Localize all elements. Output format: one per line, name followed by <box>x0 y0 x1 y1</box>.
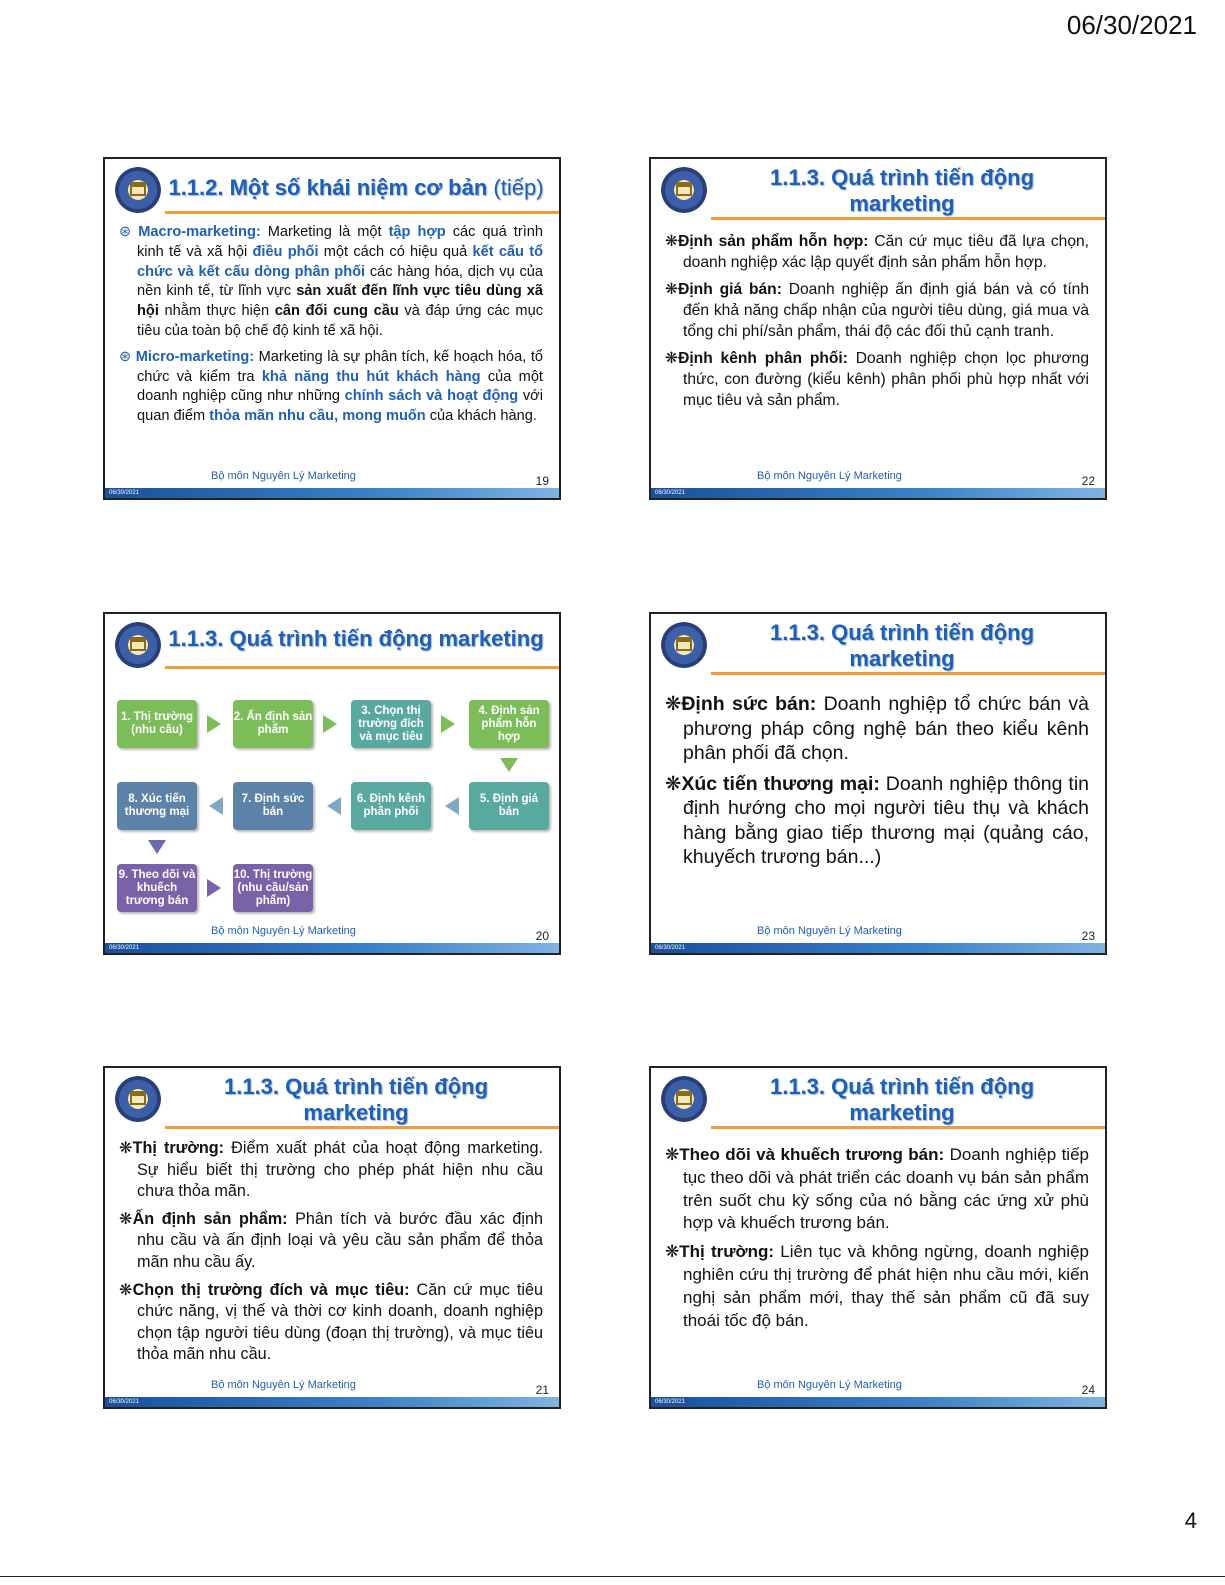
slide-24 <box>649 1066 1107 1409</box>
title-underline <box>711 217 1105 220</box>
arrow-left-icon <box>209 797 223 815</box>
bullet-item: ❋Định sức bán: Doanh nghiệp tổ chức bán và phương pháp công nghệ bán theo kiểu kênh phân phối đã chọn. <box>665 693 1089 764</box>
bullet-item: ❋Định kênh phân phối: Doanh nghiệp chọn lọc phương thức, con đường (kiểu kênh) phân phối phù hợp nhất với mục tiêu và sản phẩm. <box>665 350 1090 409</box>
paragraph-micro: ⊛ Micro-marketing: Marketing là sự phân tích, kế hoạch hóa, tổ chức và kiểm tra khả năng thu hút khách hàng của một doanh nghiệp cũng như những chính sách và hoạt động với quan điểm thỏa mãn nhu cầu, mong muốn của khách hàng. <box>119 348 543 425</box>
page-date: 06/30/2021 <box>1066 10 1197 40</box>
step-3-box: 3. Chọn thị trường đích và mục tiêu <box>351 700 431 748</box>
university-logo-icon <box>661 167 707 213</box>
slide-title: 1.1.3. Quá trình tiến động marketing <box>769 1074 1035 1125</box>
arrow-right-icon <box>323 715 337 733</box>
bullet-item: ❋Xúc tiến thương mại: Doanh nghiệp thông tin định hướng cho mọi người tiêu thụ và khách hàng bằng giao tiếp thương mại (quảng cáo, khuyếch trương bán...) <box>665 772 1089 868</box>
university-logo-icon <box>115 167 161 213</box>
slide-20 <box>103 612 561 955</box>
slide-title: 1.1.3. Quá trình tiến động marketing <box>168 626 544 651</box>
slide-title: 1.1.3. Quá trình tiến động marketing <box>769 165 1035 216</box>
title-underline <box>165 211 559 214</box>
title-underline <box>165 1126 559 1129</box>
bullet-item: ❋Chọn thị trường đích và mục tiêu: Căn cứ mục tiêu chức năng, vị thế và thời cơ kinh doanh, doanh nghiệp chọn tập người tiêu dùng (đoạn thị trường), và mục tiêu thỏa mãn nhu cầu. <box>119 1280 544 1364</box>
slide-23 <box>649 612 1107 955</box>
slide-21 <box>103 1066 561 1409</box>
arrow-right-icon <box>441 715 455 733</box>
step-4-box: 4. Định sản phẩm hỗn hợp <box>469 700 549 748</box>
university-logo-icon <box>115 1076 161 1122</box>
paragraph-macro: ⊛ Macro-marketing: Marketing là một tập hợp các quá trình kinh tế và xã hội điều phối một cách có hiệu quả kết cấu tổ chức và kết cấu dòng phân phối các hàng hóa, dịch vụ của nền kinh tế, từ lĩnh vực sản xuất đến lĩnh vực tiêu dùng xã hội nhằm thực hiện cân đối cung cầu và đáp ứng các mục tiêu của toàn bộ chế độ kinh tế xã hội. <box>119 224 544 339</box>
slide-number: 24 <box>1081 1383 1095 1397</box>
arrow-left-icon <box>445 797 459 815</box>
bullet-item: ❋Thị trường: Liên tục và không ngừng, doanh nghiệp nghiên cứu thị trường để phát hiện nhu cầu mới, kiến nghị sản phẩm mới, thay thế sản phẩm cũ đã suy thoái tốc độ bán. <box>665 1242 1089 1330</box>
step-9-box: 9. Theo dõi và khuếch trương bán <box>117 864 197 912</box>
slide-title: 1.1.2. Một số khái niệm cơ bản (tiếp) <box>168 175 544 200</box>
slide-19 <box>103 157 561 500</box>
slide-footer: Bộ môn Nguyên Lý Marketing 21 06/30/2021 <box>105 1379 559 1407</box>
slide-body <box>119 1138 543 1372</box>
title-underline <box>165 666 559 669</box>
title-underline <box>711 672 1105 675</box>
step-5-box: 5. Định giá bán <box>469 782 549 830</box>
slide-number: 19 <box>535 474 549 488</box>
slide-number: 22 <box>1081 474 1095 488</box>
slide-body <box>119 223 543 433</box>
slide-body <box>665 1144 1089 1338</box>
slide-body <box>665 231 1089 417</box>
slide-number: 20 <box>535 929 549 943</box>
step-6-box: 6. Định kênh phân phối <box>351 782 431 830</box>
bullet-item: ❋Ấn định sản phẩm: Phân tích và bước đầu xác định nhu cầu và ấn định loại và yêu cầu sản phẩm để thỏa mãn nhu cầu ấy. <box>119 1209 544 1271</box>
bullet-item: ❋Định giá bán: Doanh nghiệp ấn định giá bán và có tính đến khả năng chấp nhận của người tiêu dùng, giá mua và tổng chi phí/sản phẩm, thái độ các đối thủ cạnh tranh. <box>665 281 1089 340</box>
arrow-down-icon <box>148 840 166 854</box>
bullet-item: ❋Thị trường: Điểm xuất phát của hoạt động marketing. Sự hiểu biết thị trường cho phép phát hiện nhu cầu chưa thỏa mãn. <box>119 1139 543 1201</box>
university-logo-icon <box>661 1076 707 1122</box>
slide-title: 1.1.3. Quá trình tiến động marketing <box>223 1074 489 1125</box>
step-10-box: 10. Thị trường (nhu cầu/sản phẩm) <box>233 864 313 912</box>
slide-footer: Bộ môn Nguyên Lý Marketing 20 06/30/2021 <box>105 925 559 953</box>
step-7-box: 7. Định sức bán <box>233 782 313 830</box>
bullet-item: ❋Định sản phẩm hỗn hợp: Căn cứ mục tiêu đã lựa chọn, doanh nghiệp xác lập quyết định sản phẩm hỗn hợp. <box>665 233 1090 271</box>
arrow-left-icon <box>327 797 341 815</box>
bullet-item: ❋Theo dõi và khuếch trương bán: Doanh nghiệp tiếp tục theo dõi và phát triển các doanh vụ bán sản phẩm trên suốt chu kỳ sống của nó bằng các ứng xử phù hợp và khuếch trương bán. <box>665 1145 1089 1233</box>
slide-footer: Bộ môn Nguyên Lý Marketing 24 06/30/2021 <box>651 1379 1105 1407</box>
slide-title: 1.1.3. Quá trình tiến động marketing <box>769 620 1035 671</box>
slide-footer: Bộ môn Nguyên Lý Marketing 22 06/30/2021 <box>651 470 1105 498</box>
slide-footer: Bộ môn Nguyên Lý Marketing 19 06/30/2021 <box>105 470 559 498</box>
title-underline <box>711 1126 1105 1129</box>
page-bottom-rule <box>0 1576 1225 1577</box>
page-number: 4 <box>1184 1508 1197 1533</box>
slide-body <box>665 692 1089 876</box>
arrow-right-icon <box>207 715 221 733</box>
university-logo-icon <box>115 622 161 668</box>
arrow-down-icon <box>500 758 518 772</box>
step-8-box: 8. Xúc tiến thương mại <box>117 782 197 830</box>
arrow-right-icon <box>207 879 221 897</box>
slide-number: 23 <box>1081 929 1095 943</box>
slide-footer: Bộ môn Nguyên Lý Marketing 23 06/30/2021 <box>651 925 1105 953</box>
university-logo-icon <box>661 622 707 668</box>
step-1-box: 1. Thị trường (nhu cầu) <box>117 700 197 748</box>
slide-number: 21 <box>535 1383 549 1397</box>
step-2-box: 2. Ấn định sản phẩm <box>233 700 313 748</box>
slide-22 <box>649 157 1107 500</box>
